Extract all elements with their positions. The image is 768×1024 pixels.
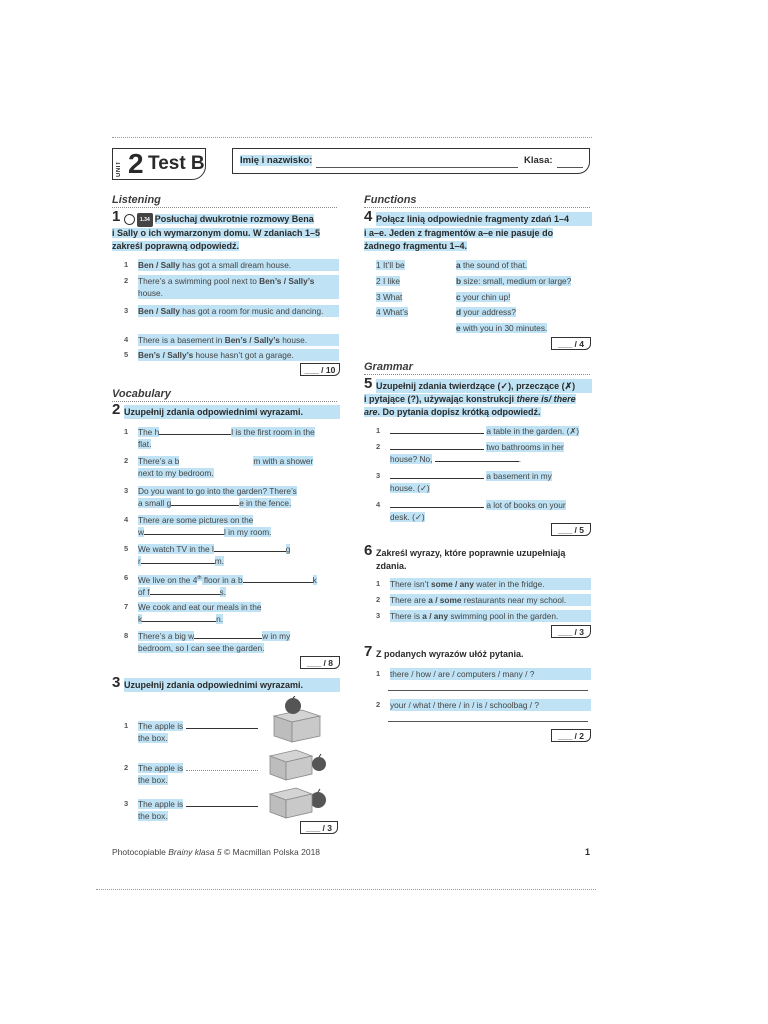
answer-blank[interactable] — [159, 426, 231, 435]
exercise-1-instruction-line3: zakreśl poprawną odpowiedź. — [112, 241, 240, 251]
list-item: 4 There is a basement in Ben’s / Sally’s house. — [124, 334, 339, 346]
match-right-item[interactable]: d your address? — [456, 307, 516, 317]
score-box-ex1: ___ / 10 — [300, 363, 340, 376]
unit-number: 2 — [128, 148, 144, 179]
page-number: 1 — [585, 847, 591, 857]
exercise-4-instruction-line2: i a–e. Jeden z fragmentów a–e nie pasuje do — [364, 228, 554, 238]
match-right-item[interactable]: c your chin up! — [456, 292, 511, 302]
list-item: 2 The apple is the box. — [124, 762, 264, 786]
list-item: 7 We cook and eat our meals in the k n. — [124, 602, 262, 624]
exercise-2-instruction: 2 Uzupełnij zdania odpowiednimi wyrazami. — [112, 405, 340, 419]
list-item: 2 There are a / some restaurants near my school. — [376, 594, 591, 606]
score-box-ex2: ___ / 8 — [300, 656, 340, 669]
section-heading-listening: Listening — [112, 194, 161, 206]
list-item: 5 We watch TV in the l g r m. — [124, 544, 291, 566]
exercise-4-instruction: 4 Połącz linią odpowiednie fragmenty zdań 1–4 — [364, 212, 592, 226]
exercise-1-instruction-line2: i Sally o ich wymarzonym domu. W zdaniach 1–5 — [112, 228, 321, 238]
answer-line[interactable] — [388, 690, 588, 691]
exercise-7-instruction: 7 Z podanych wyrazów ułóż pytania. — [364, 643, 524, 660]
apple-next-to-box-image — [268, 746, 328, 782]
exercise-6-instruction: 6 Zakreśl wyrazy, które poprawnie uzupełniają — [364, 542, 566, 559]
list-item: 4 a lot of books on your desk. (✓) — [376, 500, 566, 522]
top-dotted-rule — [112, 137, 592, 138]
apple-on-box-image — [268, 696, 328, 744]
score-box-ex3: ___ / 3 — [300, 821, 338, 834]
answer-blank[interactable] — [150, 586, 220, 595]
exercise-6-instruction-line2: zdania. — [376, 561, 407, 571]
answer-blank[interactable] — [186, 798, 258, 807]
unit-label: UNIT — [116, 161, 122, 177]
list-item: 2 There’s a swimming pool next to Ben’s / Sally’s house. — [124, 275, 339, 299]
score-box-ex7: ___ / 2 — [551, 729, 591, 742]
match-left-item[interactable]: 2 I like — [376, 276, 400, 286]
exercise-4-instruction-line3: żadnego fragmentu 1–4. — [364, 241, 468, 251]
match-right-item[interactable]: a the sound of that. — [456, 260, 528, 270]
list-item: 1 a table in the garden. (✗) — [376, 426, 580, 436]
answer-blank[interactable] — [142, 613, 216, 622]
section-heading-functions: Functions — [364, 194, 417, 206]
list-item: 3 a basement in my house. (✓) — [376, 471, 552, 493]
section-rule — [364, 207, 590, 208]
answer-blank[interactable] — [390, 441, 484, 450]
answer-blank[interactable] — [141, 555, 215, 564]
score-box-ex4: ___ / 4 — [551, 337, 591, 350]
apple-behind-box-image — [268, 784, 330, 820]
exercise-3-instruction: 3 Uzupełnij zdania odpowiednimi wyrazami. — [112, 678, 340, 692]
answer-blank[interactable] — [390, 425, 484, 434]
list-item: 3 Ben / Sally has got a room for music and dancing. — [124, 305, 339, 317]
class-field[interactable] — [557, 167, 583, 168]
list-item: 3 The apple is the box. — [124, 798, 264, 822]
bottom-dotted-rule — [96, 889, 596, 890]
list-item: 8 There’s a big w w in my bedroom, so I can see the garden. — [124, 631, 291, 653]
section-rule — [112, 207, 337, 208]
short-answer-blank[interactable] — [435, 453, 519, 462]
name-field[interactable] — [316, 167, 518, 168]
exercise-5-instruction-line2: i pytające (?), używając konstrukcji there is/ there — [364, 394, 576, 404]
answer-blank[interactable] — [243, 574, 313, 583]
list-item: 3 Do you want to go into the garden? There’s a small g e in the fence. — [124, 486, 297, 508]
copyright-footer: Photocopiable Brainy klasa 5 © Macmillan Polska 2018 — [112, 847, 321, 857]
list-item: 2 your / what / there / in / is / schoolbag / ? — [376, 699, 591, 711]
name-label: Imię i nazwisko: — [240, 155, 313, 166]
answer-line[interactable] — [388, 721, 588, 722]
list-item: 4 There are some pictures on the w l in my room. — [124, 515, 272, 537]
list-item: 3 There is a / any swimming pool in the garden. — [376, 610, 591, 622]
section-rule — [112, 401, 337, 402]
score-box-ex6: ___ / 3 — [551, 625, 591, 638]
answer-blank[interactable] — [144, 526, 224, 535]
list-item: 6 We live on the 4th floor in a b k of f s. — [124, 573, 317, 597]
list-item: 1 The h l is the first room in the flat. — [124, 427, 315, 449]
section-heading-vocabulary: Vocabulary — [112, 388, 171, 400]
list-item: 1 Ben / Sally has got a small dream house. — [124, 259, 339, 271]
match-left-item[interactable]: 3 What — [376, 292, 403, 302]
list-item: 2 There’s a b m with a shower next to my bedroom. — [124, 456, 314, 478]
match-right-item[interactable]: e with you in 30 minutes. — [456, 323, 548, 333]
list-item: 1 There isn’t some / any water in the fridge. — [376, 578, 591, 590]
section-rule — [364, 374, 590, 375]
answer-blank[interactable] — [390, 470, 484, 479]
exercise-1-instruction: 1 1.34 Posłuchaj dwukrotnie rozmowy Bena — [112, 208, 314, 225]
exercise-5-instruction-line3: are. Do pytania dopisz krótką odpowiedź. — [364, 407, 541, 417]
match-left-item[interactable]: 1 It’ll be — [376, 260, 405, 270]
answer-blank[interactable] — [171, 497, 239, 506]
match-left-item[interactable]: 4 What’s — [376, 307, 409, 317]
answer-blank[interactable] — [390, 499, 484, 508]
match-right-item[interactable]: b size: small, medium or large? — [456, 276, 572, 286]
answer-blank[interactable] — [194, 630, 262, 639]
audio-icon — [124, 214, 135, 225]
class-label: Klasa: — [524, 155, 553, 166]
list-item: 1 there / how / are / computers / many / ? — [376, 668, 591, 680]
answer-blank[interactable] — [214, 543, 286, 552]
list-item: 5 Ben’s / Sally’s house hasn’t got a garage. — [124, 349, 339, 361]
list-item: 2 two bathrooms in her house? No, . — [376, 442, 564, 464]
score-box-ex5: ___ / 5 — [551, 523, 591, 536]
answer-blank[interactable] — [186, 720, 258, 729]
track-number: 1.34 — [137, 213, 153, 227]
exercise-5-instruction: 5 Uzupełnij zdania twierdzące (✓), przeczące (✗) — [364, 379, 592, 393]
section-heading-grammar: Grammar — [364, 361, 413, 373]
list-item: 1 The apple is the box. — [124, 720, 264, 744]
answer-blank[interactable] — [186, 762, 258, 771]
test-title: Test B — [148, 153, 205, 174]
